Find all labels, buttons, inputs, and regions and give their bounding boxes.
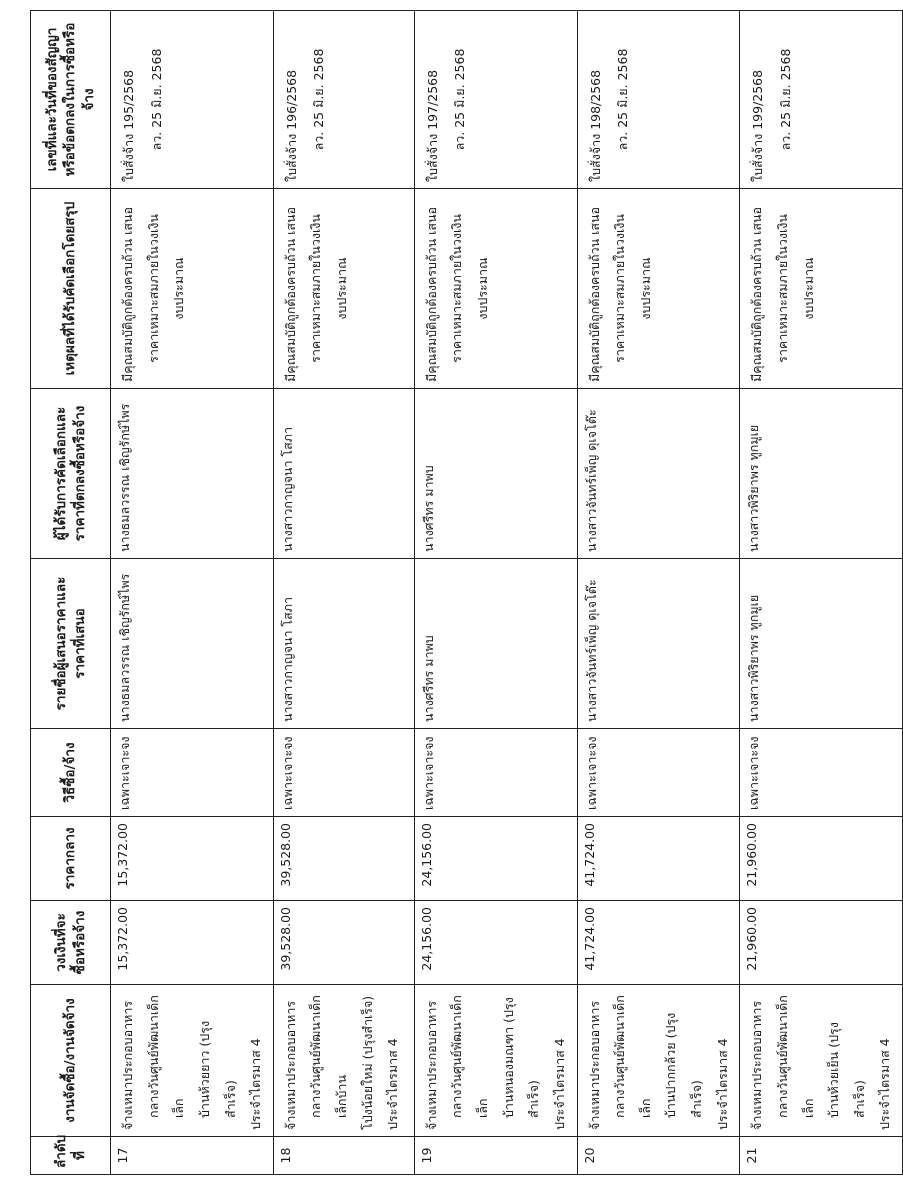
item-line: จ้างเหมาประกอบอาหาร xyxy=(120,1000,135,1130)
cell-no: 21 xyxy=(740,1137,903,1175)
item-line: จ้างเหมาประกอบอาหาร xyxy=(749,1000,765,1130)
item-line: บ้านห้วยยาว (ปรุงสำเร็จ) xyxy=(196,1020,238,1118)
cell-no: 19 xyxy=(414,1137,577,1175)
cell-reason xyxy=(740,189,903,389)
cell-median-price: 24,156.00 xyxy=(414,817,577,901)
contract-date: ลว. 25 มิ.ย. 2568 xyxy=(777,48,793,151)
item-line: ประจำไตรมาส 4 xyxy=(714,1038,730,1130)
header-no: ลำดับที่ xyxy=(31,1137,111,1175)
cell-bidder: นางศรีทร มาพบ xyxy=(414,559,577,729)
cell-method: เฉพาะเจาะจง xyxy=(577,729,740,817)
cell-item xyxy=(577,985,740,1137)
cell-contract xyxy=(740,11,903,189)
item-line: บ้านปากกล้วย (ปรุงสำเร็จ) xyxy=(663,1012,704,1118)
contract-date: ลว. 25 มิ.ย. 2568 xyxy=(615,48,630,151)
reason-line: ราคาเหมาะสมภายในวงเงิน xyxy=(774,214,790,363)
cell-contract xyxy=(111,11,274,189)
cell-reason xyxy=(111,189,274,389)
item-line: กลางวันศูนย์พัฒนาเด็กเล็กบ้าน xyxy=(308,995,349,1118)
cell-bidder: นางสาวพิริยาพร ทูกมูเย xyxy=(740,559,903,729)
table-row xyxy=(273,11,414,1175)
cell-winner: นางสาวพิริยาพร ทูกมูเย xyxy=(740,389,903,559)
cell-winner: นางธมลวรรณ เชิญรักษ์ไพร xyxy=(111,389,274,559)
cell-winner: นางสาวกาญจนา โสภา xyxy=(273,389,414,559)
table-row xyxy=(414,11,577,1175)
reason-line: งบประมาณ xyxy=(475,257,490,320)
item-line: บ้านห้วยเย็น (ปรุงสำเร็จ) xyxy=(826,1022,867,1118)
cell-no: 17 xyxy=(111,1137,274,1175)
contract-number: ใบสั่งจ้าง 197/2568 xyxy=(424,69,440,182)
reason-line: มีคุณสมบัติถูกต้องครบถ้วน เสนอ xyxy=(586,206,602,382)
reason-line: งบประมาณ xyxy=(171,257,187,320)
cell-item xyxy=(273,985,414,1137)
contract-date: ลว. 25 มิ.ย. 2568 xyxy=(311,48,327,151)
item-line: กลางวันศูนย์พัฒนาเด็กเล็ก xyxy=(449,995,490,1118)
procurement-table xyxy=(30,10,903,1175)
contract-number: ใบสั่งจ้าง 196/2568 xyxy=(283,69,299,182)
contract-date: ลว. 25 มิ.ย. 2568 xyxy=(452,48,468,151)
reason-line: งบประมาณ xyxy=(637,257,653,320)
item-line: ประจำไตรมาส 4 xyxy=(877,1038,893,1130)
cell-contract xyxy=(414,11,577,189)
header-row xyxy=(31,11,111,1175)
header-reason: เหตุผลที่ได้รับคัดเลือกโดยสรุป xyxy=(31,189,111,389)
table-header xyxy=(31,11,111,1175)
item-line: กลางวันศูนย์พัฒนาเด็กเล็ก xyxy=(145,995,187,1118)
cell-item xyxy=(111,985,274,1137)
header-budget: วงเงินที่จะซื้อหรือจ้าง xyxy=(31,901,111,985)
reason-line: ราคาเหมาะสมภายในวงเงิน xyxy=(612,214,628,363)
contract-number: ใบสั่งจ้าง 198/2568 xyxy=(587,69,603,182)
table-row xyxy=(577,11,740,1175)
cell-median-price: 41,724.00 xyxy=(577,817,740,901)
header-item: งานจัดซื้อ/งานจัดจ้าง xyxy=(31,985,111,1137)
cell-median-price: 15,372.00 xyxy=(111,817,274,901)
cell-reason xyxy=(577,189,740,389)
cell-reason xyxy=(414,189,577,389)
cell-method: เฉพาะเจาะจง xyxy=(740,729,903,817)
header-winner: ผู้ได้รับการคัดเลือกและราคาที่ตกลงซื้อหรือจ้าง xyxy=(31,389,111,559)
reason-line: ราคาเหมาะสมภายในวงเงิน xyxy=(145,214,161,363)
cell-method: เฉพาะเจาะจง xyxy=(273,729,414,817)
item-line: ประจำไตรมาส 4 xyxy=(248,1038,264,1130)
table-row xyxy=(740,11,903,1175)
cell-no: 20 xyxy=(577,1137,740,1175)
cell-winner: นางศรีทร มาพบ xyxy=(414,389,577,559)
cell-bidder: นางธมลวรรณ เชิญรักษ์ไพร xyxy=(111,559,274,729)
cell-method: เฉพาะเจาะจง xyxy=(111,729,274,817)
reason-line: มีคุณสมบัติถูกต้องครบถ้วน เสนอ xyxy=(749,206,765,382)
table-body xyxy=(111,11,903,1175)
reason-line: ราคาเหมาะสมภายในวงเงิน xyxy=(308,214,324,363)
cell-no: 18 xyxy=(273,1137,414,1175)
contract-date: ลว. 25 มิ.ย. 2568 xyxy=(148,48,164,151)
cell-budget: 15,372.00 xyxy=(111,901,274,985)
item-line: ประจำไตรมาส 4 xyxy=(551,1038,567,1130)
cell-budget: 39,528.00 xyxy=(273,901,414,985)
header-median-price: ราคากลาง xyxy=(31,817,111,901)
cell-budget: 24,156.00 xyxy=(414,901,577,985)
item-line: ประจำไตรมาส 4 xyxy=(385,1038,401,1130)
cell-bidder: นางสาวกาญจนา โสภา xyxy=(273,559,414,729)
header-contract: เลขที่และวันที่ของสัญญาหรือข้อตกลงในการซื้อหรือจ้าง xyxy=(31,11,111,189)
reason-line: ราคาเหมาะสมภายในวงเงิน xyxy=(449,214,465,363)
table-row xyxy=(111,11,274,1175)
contract-number: ใบสั่งจ้าง 195/2568 xyxy=(121,69,136,182)
contract-number: ใบสั่งจ้าง 199/2568 xyxy=(750,69,766,182)
reason-line: งบประมาณ xyxy=(800,257,816,320)
cell-contract xyxy=(273,11,414,189)
cell-reason xyxy=(273,189,414,389)
cell-budget: 41,724.00 xyxy=(577,901,740,985)
item-line: จ้างเหมาประกอบอาหาร xyxy=(282,1000,298,1130)
reason-line: มีคุณสมบัติถูกต้องครบถ้วน เสนอ xyxy=(120,206,135,382)
item-line: บ้านหนองมณฑา (ปรุงสำเร็จ) xyxy=(500,997,542,1118)
cell-median-price: 21,960.00 xyxy=(740,817,903,901)
cell-budget: 21,960.00 xyxy=(740,901,903,985)
item-line: โป่งน้อยใหม่ (ปรุงสำเร็จ) xyxy=(359,995,375,1130)
reason-line: มีคุณสมบัติถูกต้องครบถ้วน เสนอ xyxy=(282,206,298,382)
header-method: วิธีซื้อ/จ้าง xyxy=(31,729,111,817)
cell-bidder: นางสาวจันทร์เพ็ญ ดุเจโต๊ะ xyxy=(577,559,740,729)
cell-winner: นางสาวจันทร์เพ็ญ ดุเจโต๊ะ xyxy=(577,389,740,559)
item-line: จ้างเหมาประกอบอาหาร xyxy=(586,1000,602,1130)
cell-contract xyxy=(577,11,740,189)
item-line: กลางวันศูนย์พัฒนาเด็กเล็ก xyxy=(774,995,816,1118)
reason-line: งบประมาณ xyxy=(334,257,349,320)
item-line: จ้างเหมาประกอบอาหาร xyxy=(423,1000,439,1130)
cell-median-price: 39,528.00 xyxy=(273,817,414,901)
cell-method: เฉพาะเจาะจง xyxy=(414,729,577,817)
cell-item xyxy=(414,985,577,1137)
reason-line: มีคุณสมบัติถูกต้องครบถ้วน เสนอ xyxy=(423,206,439,382)
item-line: กลางวันศูนย์พัฒนาเด็กเล็ก xyxy=(612,995,653,1118)
header-bidders: รายชื่อผู้เสนอราคาและราคาที่เสนอ xyxy=(31,559,111,729)
cell-item xyxy=(740,985,903,1137)
